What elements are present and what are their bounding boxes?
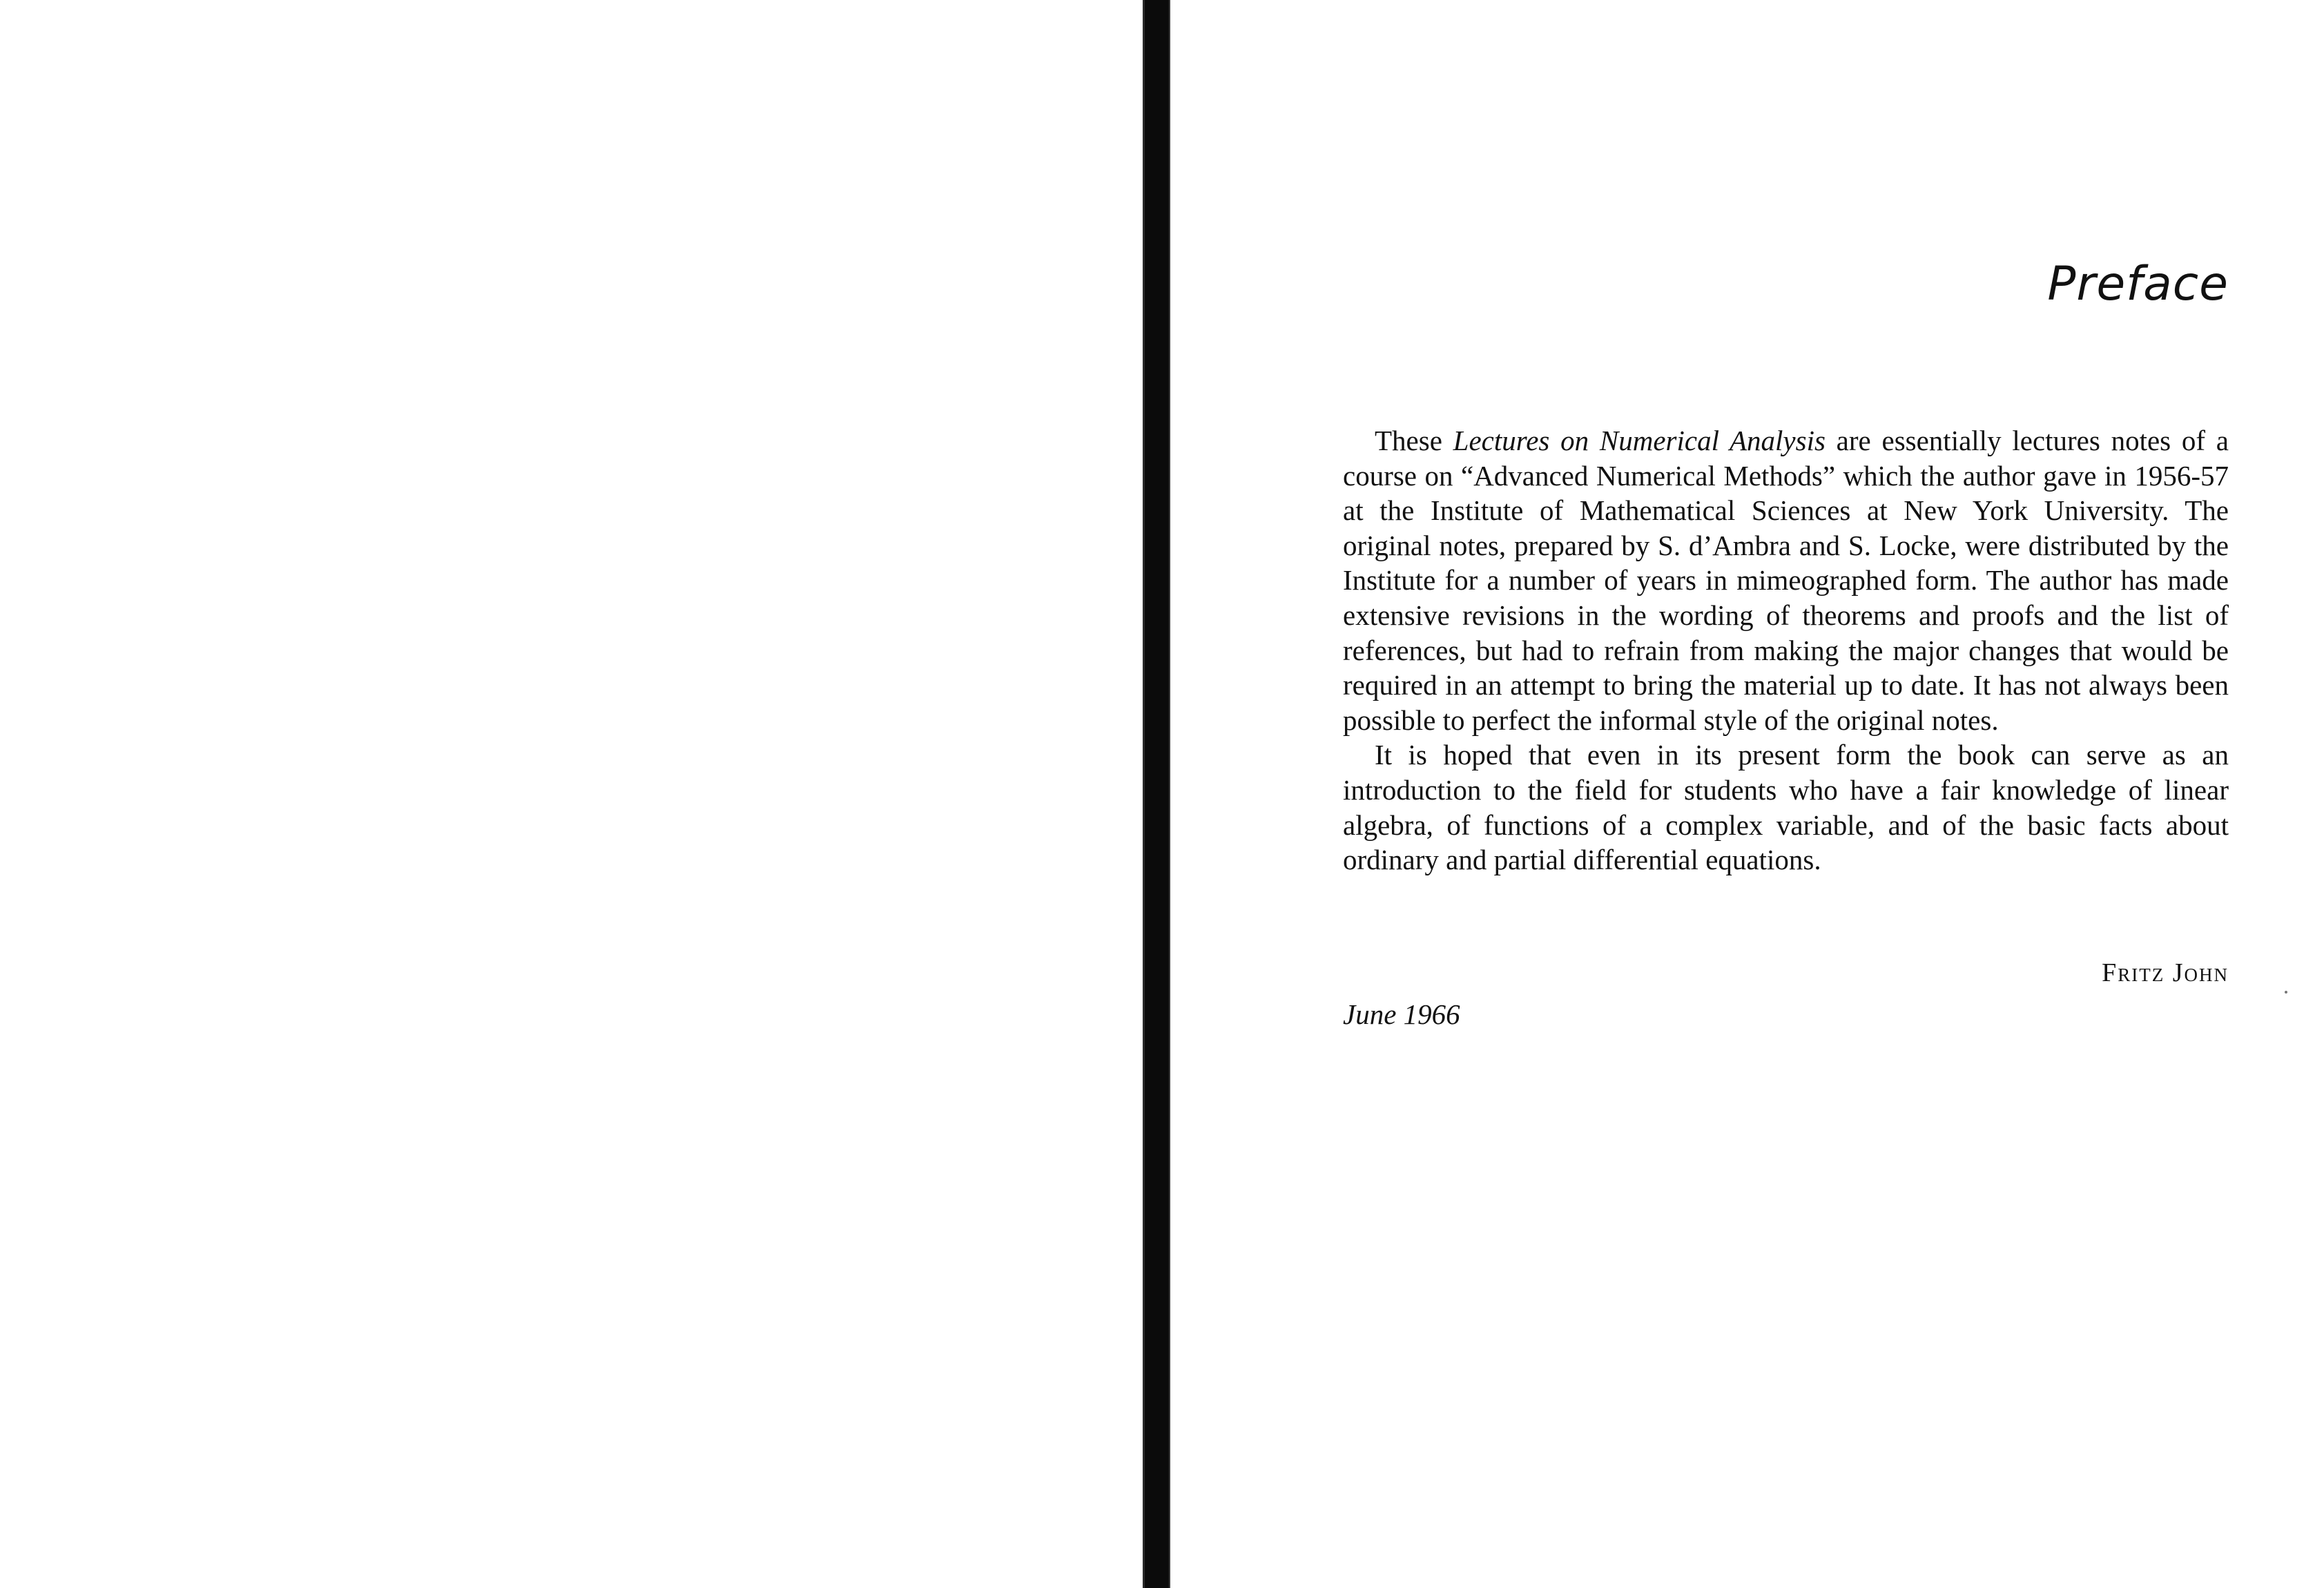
paragraph-2: It is hoped that even in its present form the book can serve as an introduction to the field for students who have a fair knowledge of linear algebra, of functions of a complex variable, and of the basic facts about ordinary and partial differential equations.: [1343, 739, 2229, 876]
left-page: [0, 0, 1143, 1588]
book-title-italic: Lectures on Numerical Analysis: [1453, 425, 1826, 456]
page-speck: [2285, 991, 2287, 994]
paragraph-1-start: These: [1375, 425, 1453, 456]
preface-date: June 1966: [1343, 998, 1460, 1030]
paragraph-1: [1343, 423, 2229, 737]
book-spine-gutter: [1143, 0, 1170, 1588]
preface-body: [1343, 423, 2229, 878]
page-title: Preface: [2047, 257, 2229, 311]
right-page: [1170, 0, 2324, 1588]
paragraph-1-rest: are essentially lectures notes of a course on “Advanced Numerical Methods” which the author gave in 1956-57 at the Institute of Mathematical Sciences at New York University. The original notes, prepared by S. d’Ambra and S. Locke, were distributed by the Institute for a number of years in mimeographed form. The author has made extensive revisions in the wording of theorems and proofs and the list of references, but had to refrain from making the major changes that would be required in an attempt to bring the material up to date. It has not always been possible to perfect the informal style of the original notes.: [1343, 425, 2229, 736]
author-signature: Fritz John: [2102, 958, 2229, 987]
signature-block: [1343, 958, 2229, 1040]
